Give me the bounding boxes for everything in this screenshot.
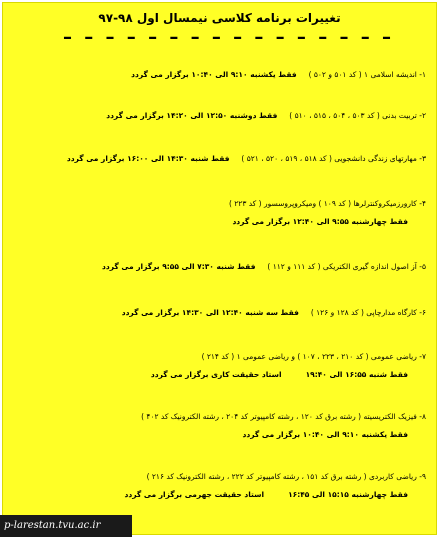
page-title: تغییرات برنامه کلاسی نیمسال اول ۹۸-۹۷ <box>98 11 341 25</box>
schedule-item-2 <box>25 110 426 121</box>
site-watermark: p-larestan.tvu.ac.ir <box>0 515 132 537</box>
item-teacher: استاد حقیقت جهرمی برگزار می گردد <box>124 490 265 499</box>
schedule-item-5 <box>25 261 426 272</box>
item-schedule: فقط چهارشنبه ۱۵:۱۵ الی ۱۶:۴۵ <box>288 490 408 499</box>
divider: – – – – – – – – – – – – – – – – <box>63 27 394 48</box>
schedule-item-7 <box>25 351 426 379</box>
item-text: ۴- کارورزمیکروکنترلرها ( کد ۱۰۹ ) ومیکروپروسسور ( کد ۲۲۳ ) <box>228 199 426 208</box>
item-schedule: فقط سه شنبه ۱۲:۴۰ الی ۱۴:۳۰ برگزار می گردد <box>121 308 299 317</box>
item-text: ۸- فیزیک الکتریسیته ( رشته برق کد ۱۲۰ ، رشته کامپیوتر کد ۲۰۴ ، رشته الکترونیک کد ۴۰۲ ) <box>141 412 426 421</box>
item-text: ۷- ریاضی عمومی ( کد ۲۱۰ ، ۲۲۳ ، ۱۰۷ ) و ریاضی عمومی ۱ ( کد ۲۱۴ ) <box>201 352 426 361</box>
item-text: ۱- اندیشه اسلامی ۱ ( کد ۵۰۱ و ۵۰۲ ) <box>308 70 426 79</box>
item-text: ۳- مهارتهای زندگی دانشجویی ( کد ۵۱۸ ، ۵۱۹ ، ۵۲۰ ، ۵۲۱ ) <box>241 154 426 163</box>
schedule-item-1 <box>25 69 426 80</box>
item-schedule: فقط دوشنبه ۱۲:۵۰ الی ۱۴:۲۰ برگزار می گردد <box>106 111 278 120</box>
item-schedule: فقط یکشنبه ۹:۱۰ الی ۱۰:۴۰ برگزار می گردد <box>242 430 408 439</box>
item-text: ۹- ریاضی کاربردی ( رشته برق کد ۱۵۱ ، رشته کامپیوتر کد ۲۲۲ ، رشته الکترونیک کد ۲۱۶ ) <box>146 472 426 481</box>
schedule-item-3 <box>25 153 426 164</box>
schedule-item-8 <box>25 411 426 439</box>
item-text: ۶- کارگاه مدارچاپی ( کد ۱۲۸ و ۱۲۶ ) <box>310 308 426 317</box>
item-teacher: استاد حقیقت کاری برگزار می گردد <box>150 370 282 379</box>
item-schedule: فقط شنبه ۷:۳۰ الی ۹:۵۵ برگزار می گردد <box>102 262 256 271</box>
item-schedule: فقط یکشنبه ۹:۱۰ الی ۱۰:۴۰ برگزار می گردد <box>131 70 297 79</box>
item-schedule: فقط چهارشنبه ۹:۵۵ الی ۱۲:۴۰ برگزار می گردد <box>232 217 408 226</box>
item-schedule: فقط شنبه ۱۴:۳۰ الی ۱۶:۰۰ برگزار می گردد <box>66 154 230 163</box>
schedule-item-6 <box>25 307 426 318</box>
item-schedule: فقط شنبه ۱۶:۵۵ الی ۱۹:۴۰ <box>305 370 408 379</box>
schedule-item-9 <box>25 471 426 499</box>
item-text: ۵- آز اصول اندازه گیری الکتریکی ( کد ۱۱۱ و ۱۱۲ ) <box>267 262 426 271</box>
item-text: ۲- تربیت بدنی ( کد ۵۰۳ ، ۵۰۴ ، ۵۱۵ ، ۵۱۰ ) <box>289 111 426 120</box>
announcement-sheet <box>2 2 437 535</box>
schedule-item-4 <box>25 198 426 226</box>
